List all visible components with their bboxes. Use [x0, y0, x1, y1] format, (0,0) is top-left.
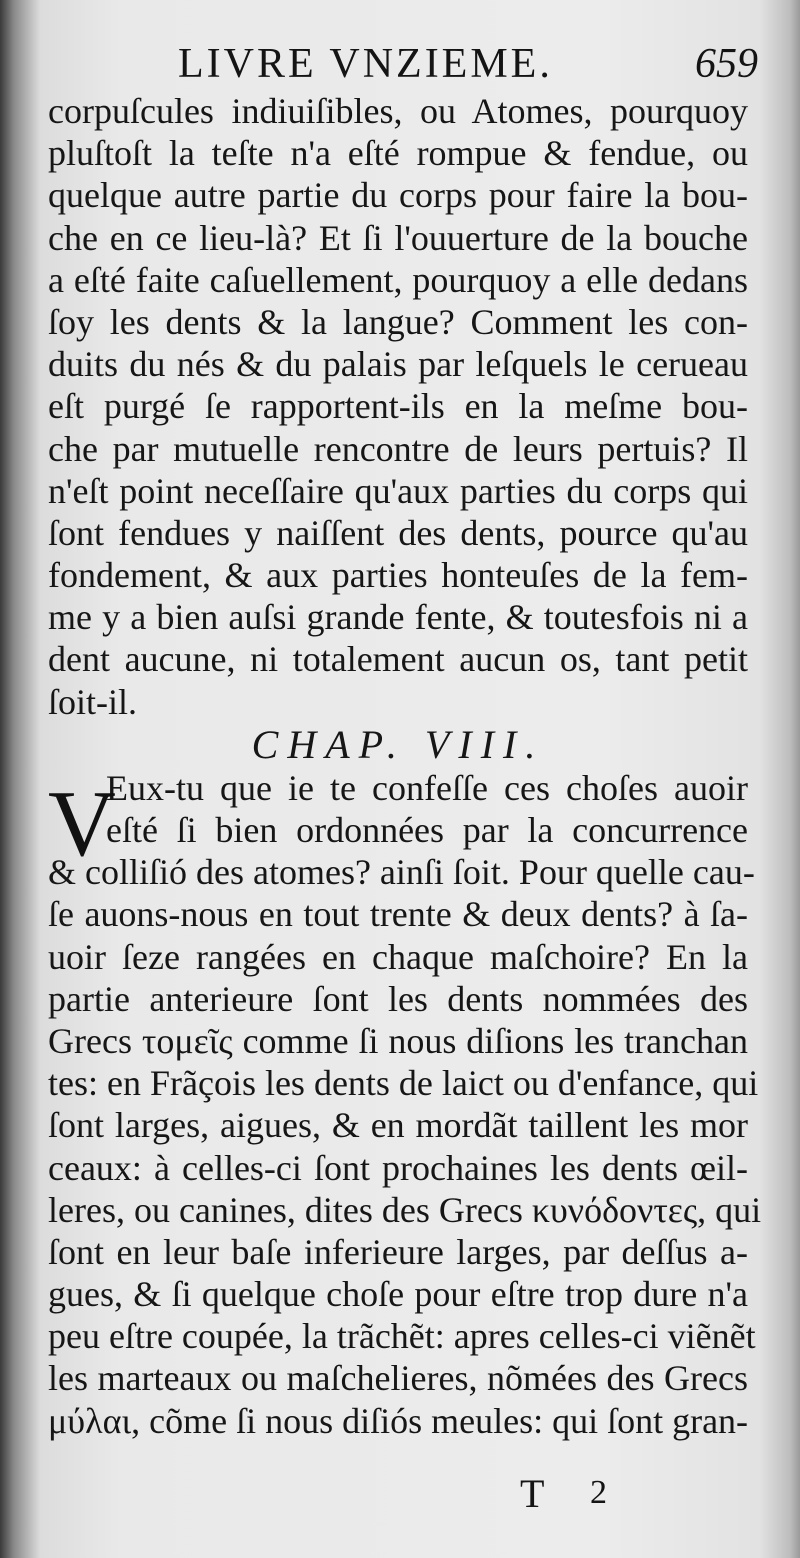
- text-line: pluſtoſt la teſte n'a eſté rompue & fendue, ou: [48, 133, 748, 174]
- text-line: leres, ou canines, dites des Grecs κυνόδοντες, qui: [48, 1189, 762, 1230]
- text-line: eſt purgé ſe rapportent-ils en la meſme bou-: [48, 386, 748, 427]
- running-title: LIVRE VNZIEME.: [178, 41, 553, 87]
- text-line: Eux-tu que ie te confeſſe ces choſes auoir: [106, 767, 748, 808]
- text-line: gues, & ſi quelque choſe pour eſtre trop dure n'a: [48, 1274, 748, 1315]
- text-line: ceaux: à celles-ci ſont prochaines les dents œil-: [48, 1147, 748, 1188]
- text-line: ſont en leur baſe inferieure larges, par deſſus a-: [48, 1231, 748, 1272]
- signature-number: 2: [590, 1474, 607, 1511]
- text-line: ſont fendues y naiſſent des dents, pource qu'au: [48, 512, 748, 553]
- chapter-heading: CHAP. VIII.: [251, 721, 545, 767]
- text-line: n'eſt point neceſſaire qu'aux parties du corps qui: [48, 470, 748, 511]
- text-line: ſe auons-nous en tout trente & deux dents? à ſa-: [48, 894, 748, 935]
- text-line: les marteaux ou maſchelieres, nõmées des Grecs: [48, 1358, 748, 1399]
- text-line: uoir ſeze rangées en chaque maſchoire? En la: [48, 936, 748, 977]
- text-line: partie anterieure ſont les dents nommées des: [48, 978, 748, 1019]
- text-line: duits du nés & du palais par leſquels le cerueau: [48, 344, 748, 385]
- text-line: eſté ſi bien ordonnées par la concurrence: [106, 810, 748, 850]
- text-line: tes: en Frãçois les dents de laict ou d'enfance, qui: [48, 1063, 759, 1104]
- text-line: dent aucune, ni totalement aucun os, tant petit: [48, 639, 748, 680]
- text-line: ſoy les dents & la langue? Comment les con-: [48, 301, 748, 342]
- text-line: corpuſcules indiuiſibles, ou Atomes, pourquoy: [48, 91, 748, 131]
- drop-capital: V: [48, 772, 116, 876]
- text-line: fondement, & aux parties honteuſes de la fem-: [48, 555, 748, 596]
- text-line: ſont larges, aigues, & en mordãt taillent les mor: [48, 1105, 748, 1146]
- text-line: peu eſtre coupée, la trãchẽt: apres celles-ci viẽnẽt: [48, 1316, 756, 1357]
- signature-mark: T: [520, 1471, 545, 1516]
- text-line: μύλαι, cõme ſi nous diſiós meules: qui ſont gran-: [48, 1400, 749, 1441]
- page-header: [0, 34, 800, 94]
- text-line: ſoit-il.: [48, 681, 137, 722]
- text-line: Grecs τομεῖς comme ſi nous diſions les tranchan: [48, 1020, 748, 1061]
- text-line: che par mutuelle rencontre de leurs pertuis? Il: [48, 428, 748, 469]
- text-line: quelque autre partie du corps pour faire la bou-: [48, 175, 748, 216]
- page-footer: [0, 1470, 800, 1516]
- body-text: [48, 90, 762, 1442]
- text-line: a eſté faite caſuellement, pourquoy a elle dedans: [48, 259, 748, 300]
- text-line: che en ce lieu-là? Et ſi l'ouuerture de la bouche: [48, 217, 748, 258]
- text-line: & colliſió des atomes? ainſi ſoit. Pour quelle cau-: [48, 852, 755, 893]
- text-line: me y a bien auſsi grande fente, & toutesfois ni a: [48, 597, 748, 638]
- page-number: 659: [695, 41, 758, 87]
